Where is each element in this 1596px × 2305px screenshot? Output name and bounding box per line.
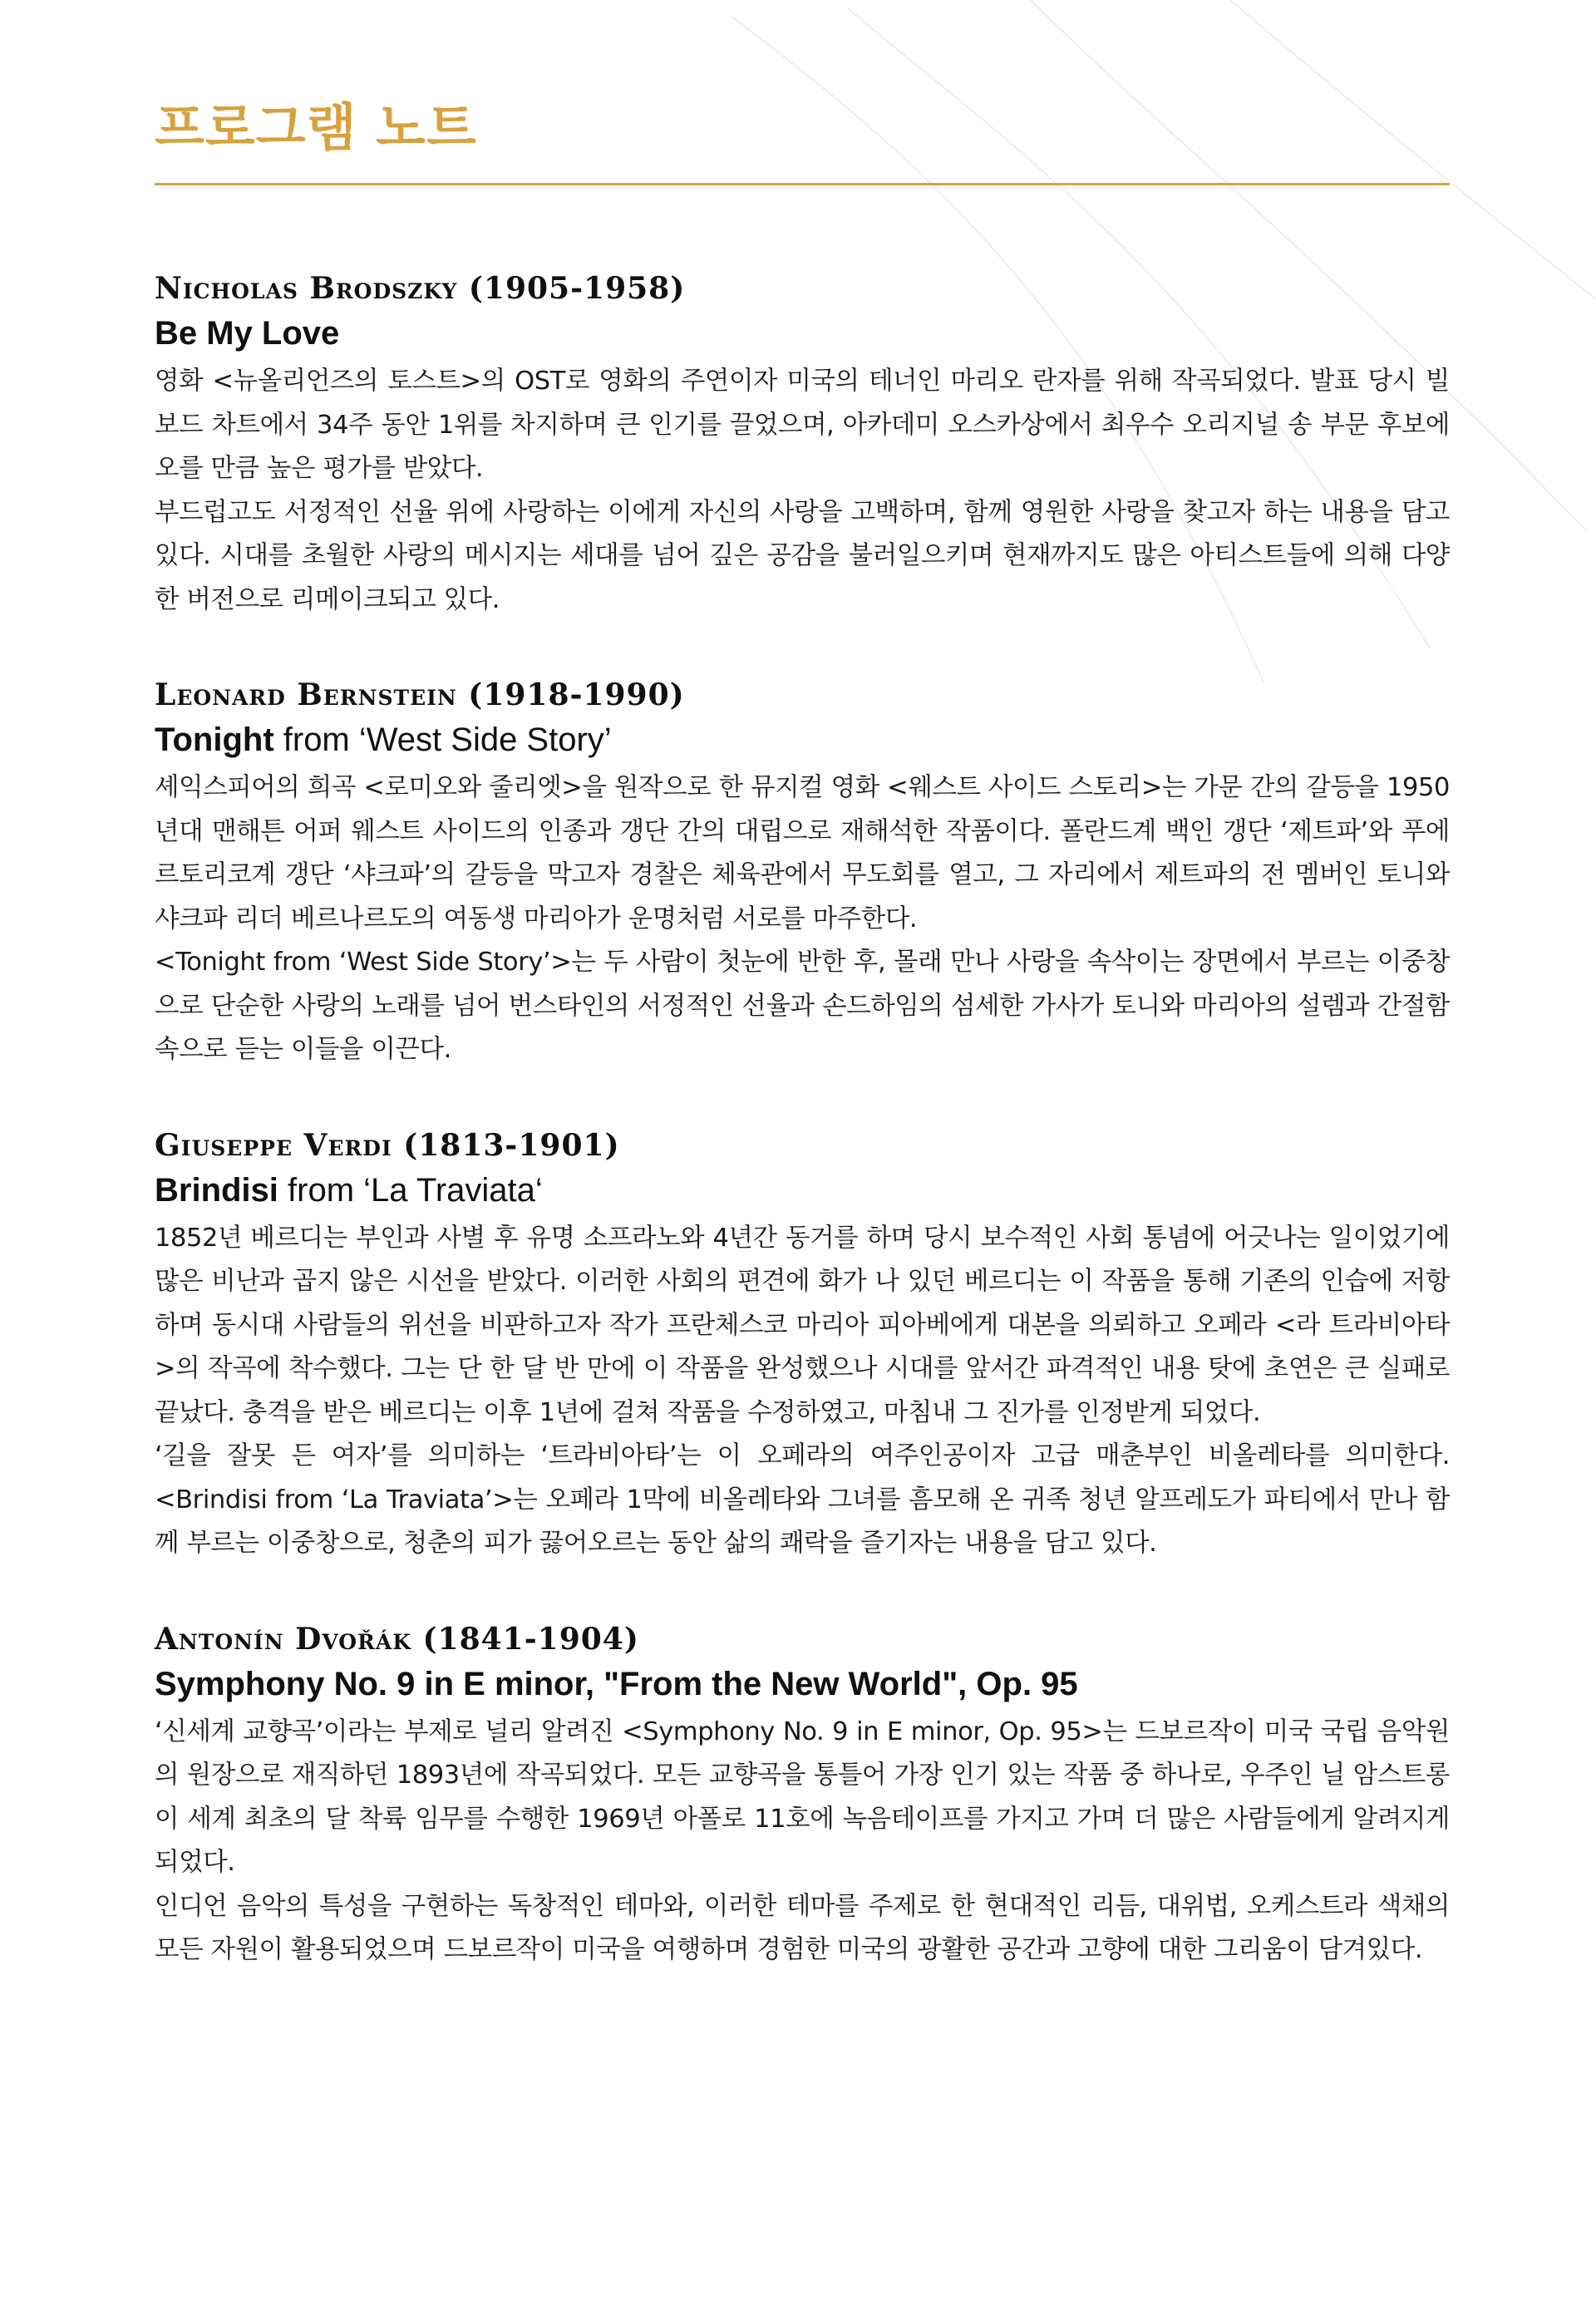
note-section-bernstein	[155, 673, 1450, 1072]
page-title: 프로그램 노트	[155, 97, 477, 158]
work-title-main: Be My Love	[155, 315, 340, 352]
work-title-main: Symphony No. 9 in E minor, "From the New World", Op. 95	[155, 1665, 1078, 1702]
note-section-brodszky	[155, 267, 1450, 622]
work-title-suffix: from ‘La Traviata‘	[278, 1171, 543, 1209]
note-section-verdi	[155, 1124, 1450, 1566]
note-paragraph: <Tonight from ‘West Side Story’>는 두 사람이 첫눈에 반한 후, 몰래 만나 사랑을 속삭이는 장면에서 부르는 이중창으로 단순한 사랑의 노래를 넘어 번스타인의 서정적인 선율과 손드하임의 섬세한 가사가 토니와 마리아의 설렘과 간절함 속으로 듣는 이들을 이끈다.	[155, 948, 1450, 1064]
composer-heading: Antonín Dvořák (1841-1904)	[155, 1621, 639, 1657]
note-paragraph: 1852년 베르디는 부인과 사별 후 유명 소프라노와 4년간 동거를 하며 당시 보수적인 사회 통념에 어긋나는 일이었기에 많은 비난과 곱지 않은 시선을 받았다. 이러한 사회의 편견에 화가 나 있던 베르디는 이 작품을 통해 기존의 인습에 저항하며 동시대 사람들의 위선을 비판하고자 작가 프란체스코 마리아 피아베에게 대본을 의뢰하고 오페라 <라 트라비아타>의 작곡에 착수했다. 그는 단 한 달 반 만에 이 작품을 완성했으나 시대를 앞서간 파격적인 내용 탓에 초연은 큰 실패로 끝났다. 충격을 받은 베르디는 이후 1년에 걸쳐 작품을 수정하였고, 마침내 그 진가를 인정받게 되었다.	[155, 1223, 1450, 1427]
work-title	[155, 1661, 1450, 1707]
composer-heading: Leonard Bernstein (1918-1990)	[155, 677, 685, 712]
note-paragraph: 인디언 음악의 특성을 구현하는 독창적인 테마와, 이러한 테마를 주제로 한 현대적인 리듬, 대위법, 오케스트라 색채의 모든 자원이 활용되었으며 드보르작이 미국을 여행하며 경험한 미국의 광활한 공간과 고향에 대한 그리움이 담겨있다.	[155, 1891, 1450, 1964]
work-title-suffix: from ‘West Side Story’	[273, 722, 612, 758]
note-section-dvorak	[155, 1618, 1450, 1973]
title-divider	[155, 183, 1450, 185]
work-title-main: Tonight	[155, 722, 274, 758]
composer-heading: Nicholas Brodszky (1905-1958)	[155, 271, 686, 306]
note-paragraph: ‘길을 잘못 든 여자’를 의미하는 ‘트라비아타’는 이 오페라의 여주인공이자 고급 매춘부인 비올레타를 의미한다. <Brindisi from ‘La Traviata’>는 오페라 1막에 비올레타와 그녀를 흠모해 온 귀족 청년 알프레도가 파티에서 만나 함께 부르는 이중창으로, 청춘의 피가 끓어오르는 동안 삶의 쾌락을 즐기자는 내용을 담고 있다.	[155, 1441, 1450, 1558]
note-paragraph: 영화 <뉴올리언즈의 토스트>의 OST로 영화의 주연이자 미국의 테너인 마리오 란자를 위해 작곡되었다. 발표 당시 빌보드 차트에서 34주 동안 1위를 차지하며 큰 인기를 끌었으며, 아카데미 오스카상에서 최우수 오리지널 송 부문 후보에 오를 만큼 높은 평가를 받았다.	[155, 367, 1450, 483]
note-paragraph: 부드럽고도 서정적인 선율 위에 사랑하는 이에게 자신의 사랑을 고백하며, 함께 영원한 사랑을 찾고자 하는 내용을 담고 있다. 시대를 초월한 사랑의 메시지는 세대를 넘어 깊은 공감을 불러일으키며 현재까지도 많은 아티스트들에 의해 다양한 버전으로 리메이크되고 있다.	[155, 497, 1450, 614]
composer-heading: Giuseppe Verdi (1813-1901)	[155, 1127, 620, 1163]
note-paragraph: ‘신세계 교향곡’이라는 부제로 널리 알려진 <Symphony No. 9 in E minor, Op. 95>는 드보르작이 미국 국립 음악원의 원장으로 재직하던 1893년에 작곡되었다. 모든 교향곡을 통틀어 가장 인기 있는 작품 중 하나로, 우주인 닐 암스트롱이 세계 최초의 달 착륙 임무를 수행한 1969년 아폴로 11호에 녹음테이프를 가지고 가며 더 많은 사람들에게 알려지게 되었다.	[155, 1716, 1450, 1877]
work-title	[155, 310, 1450, 357]
work-title	[155, 1167, 1450, 1214]
note-paragraph: 셰익스피어의 희곡 <로미오와 줄리엣>을 원작으로 한 뮤지컬 영화 <웨스트 사이드 스토리>는 가문 간의 갈등을 1950년대 맨해튼 어퍼 웨스트 사이드의 인종과 갱단 간의 대립으로 재해석한 작품이다. 폴란드계 백인 갱단 ‘제트파’와 푸에르토리코계 갱단 ‘샤크파’의 갈등을 막고자 경찰은 체육관에서 무도회를 열고, 그 자리에서 제트파의 전 멤버인 토니와 샤크파 리더 베르나르도의 여동생 마리아가 운명처럼 서로를 마주한다.	[155, 773, 1450, 933]
work-title-main: Brindisi	[155, 1171, 278, 1209]
work-title	[155, 717, 1450, 763]
